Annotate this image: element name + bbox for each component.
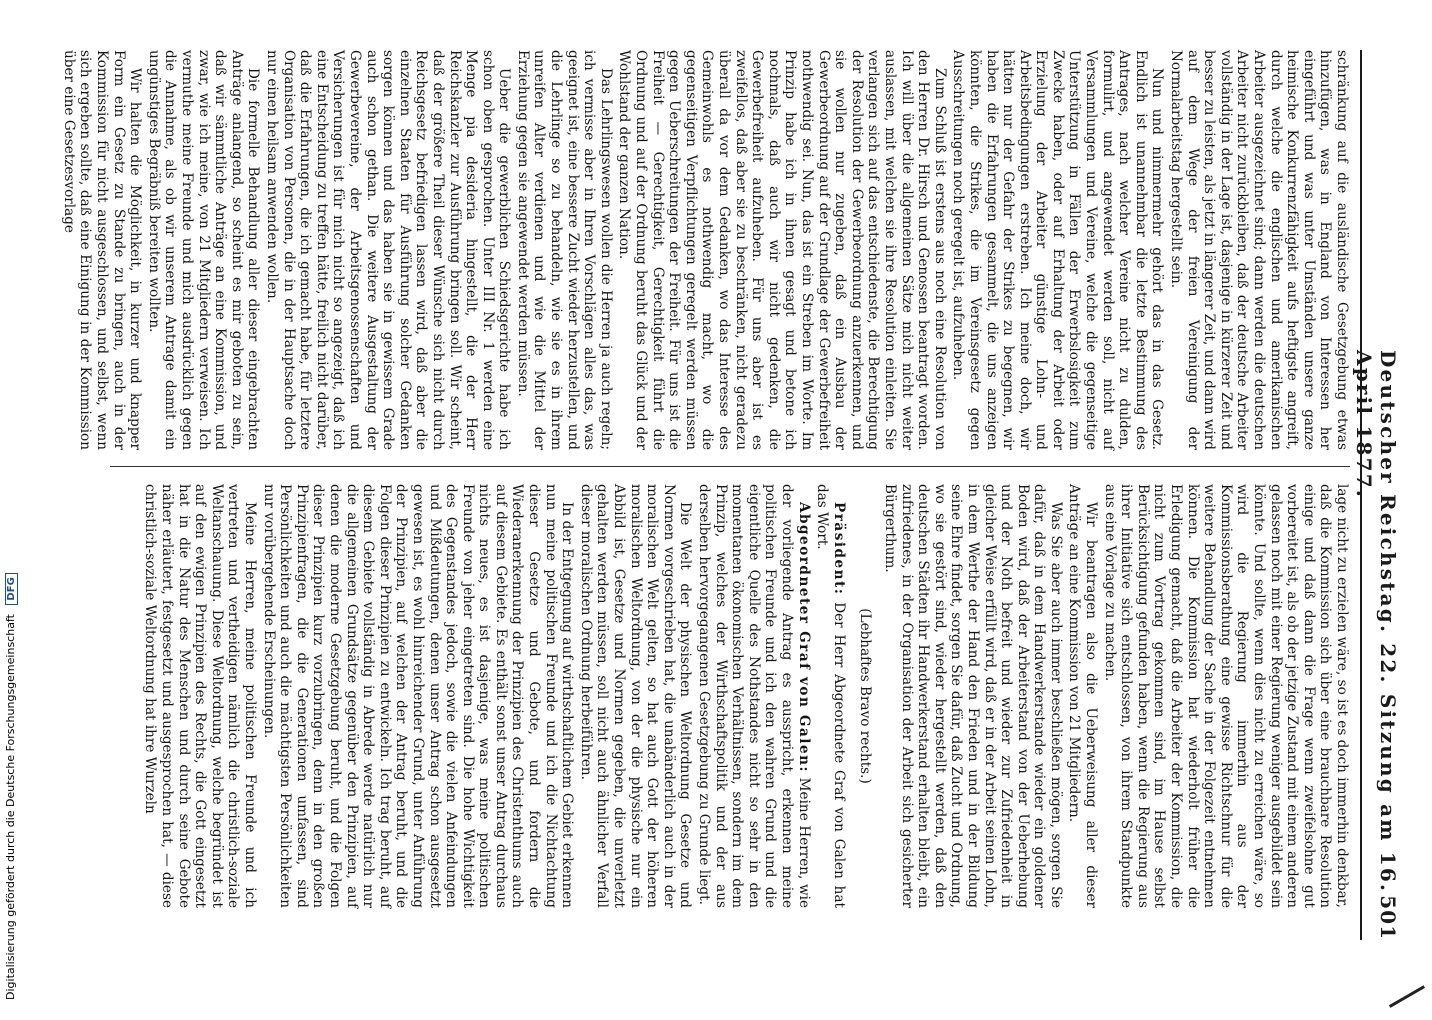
president-paragraph bbox=[814, 484, 847, 908]
digitization-credit bbox=[4, 573, 18, 1000]
header-rule bbox=[1360, 50, 1362, 940]
paragraph: Wir beantragen also die Ueberweisung aller dieser Anträge an eine Kommission von 21 Mitgliedern. bbox=[1066, 484, 1100, 908]
speaker-label: Abgeordneter Graf von Galen: bbox=[795, 502, 812, 774]
paragraph: Nun und nimmermehr gehört das in das Gesetz. Endlich ist unannehmbar die letzte Bestimmung des Antrages, nach welcher Vereine nicht zu dulden, formulirt, und angewendet werden soll, nicht auf Versammlungen und Vereine, welche die gegenseitige Unterstützung in Fällen der Erwerbslosigkeit zum Zwecke haben, oder auf Erhaltung der Arbeit oder Erzielung der Arbeiter günstige Lohn- und Arbeitsbedingungen erstreben. Ich meine doch, wir hätten nur der Gefahr der Strikes zu begegnen, wir haben die Erfahrungen gesammelt, die uns anzeigen könnten, die Strikes, die im Vereinsgesetz gegen Ausschreitungen noch geregelt ist, aufzuheben. bbox=[950, 50, 1166, 450]
paragraph: Das Lehrlingswesen wollen die Herren ja auch regeln; ich vermisse aber in Ihren Vorschlägen alles das, was geeignet ist, eine bessere Zucht wieder herzustellen, und die Lehrlinge so zu behandeln, wie sie es in ihrem unreifen Alter verdienen und wie die Mittel der Erziehung gegen sie angewendet werden müssen. bbox=[514, 50, 614, 450]
paragraph: Meine Herren, meine politischen Freunde und ich vertreten und vertheidigen nämlich die christlich-soziale Weltanschauung. Diese Weltordnung, welche begründet ist auf den ewigen Prinzipien des Rechts, die Gott eingesetzt hat in die Natur des Menschen und durch seine Gebote näher erläutert, festgesetzt und ausgesprochen hat, — diese christlich-soziale Weltordnung hat ihre Wurzeln bbox=[142, 484, 258, 908]
paragraph: Wir halten die Möglichkeit, in kurzer und knapper Form ein Gesetz zu Stande zu bringen, auch in der Kommission für nicht ausgeschlossen, und selbst, wenn sich ergeben sollte, daß eine Einigung in der Kommission über eine Gesetzesvorlage bbox=[60, 50, 144, 450]
right-column bbox=[90, 484, 1350, 908]
galen-paragraph bbox=[695, 484, 811, 908]
running-title: Deutscher Reichstag. 22. Sitzung am 16. April 1877. bbox=[1352, 350, 1400, 894]
column-divider bbox=[110, 466, 1350, 467]
paragraph: Die Welt der physischen Weltordnung Gesetze und Normen vorgeschrieben hat, die unabänderlich auch in der moralischen Welt gelten, so hat auch Gott der höheren moralischen Weltordnung, von der die physische nur ein Abbild ist, Gesetze und Normen gegeben, die unverletzt gehalten werden müssen, soll nicht auch ähnlicher Verfall dieser moralischen Ordnung herbeiführen. bbox=[577, 484, 694, 908]
dfg-logo: DFG bbox=[5, 573, 18, 604]
speaker-label: Präsident: bbox=[830, 502, 847, 596]
galen-text: Meine Herren, wie der vorliegende Antrag es ausspricht, erkennen meine politischen Freunde und ich den wahren Grund und die eigentliche Quelle des Nothstandes nicht so sehr in den momentanen ökonomischen Verhältnissen, sondern im dem Prinzip, welches der Wirthschaftspolitik und der aus derselben hervorgegangenen Gesetzgebung zu Grunde liegt. bbox=[696, 484, 812, 908]
paragraph: Die formelle Behandlung aller dieser eingebrachten Anträge anlangend, so scheint es mir geboten zu sein, daß wir sämmtliche Anträge an eine Kommission, und zwar, wie ich meine, von 21 Mitgliedern verweisen. Ich vermuthe meine Freunde und mich ausdrücklich gegen die Annahme, als ob wir unserem Antrage damit ein ungünstiges Begräbniß bereiten wollten. bbox=[145, 50, 262, 450]
president-text: Der Herr Abgeordnete Graf von Galen hat das Wort. bbox=[814, 484, 847, 909]
page-number: 501 bbox=[1376, 895, 1400, 940]
paragraph: Ueber die gewerblichen Schiedsgerichte habe ich schon oben gesprochen. Unter III Nr. 1 werden eine Menge pia desideria hingestellt, die der Herr Reichskanzler zur Ausführung bringen soll. Wir scheint, daß der größere Theil dieser Wünsche sich nicht durch Reichsgesetz befriedigen lassen wird, daß aber die einzelnen Staaten für Ausführung solcher Gedanken sorgen können und das haben sie in gewissem Grade auch schon gethan. Die weitere Ausgestaltung der Gewerbevereine, der Arbeitsgenossenschaften und Versicherungen ist für mich nicht so angezeigt, daß ich eine Entscheidung zu treffen hätte, freilich nicht darüber, daß die Erfahrungen, die ich gemacht habe, für letztere Organisation von Personen, die in der Hauptsache doch nur einen heilsam anwenden wollen. bbox=[264, 50, 513, 450]
paragraph: Zum Schluß ist erstens aus noch eine Resolution von den Herren Dr. Hirsch und Genossen beantragt worden. Ich will über die allgemeinen Sätze mich nicht weiter auslassen, mit welchen sie ihre Resolution einleiten. Sie verlangen sich auf das entschiedenste, die Berechtigung der Resolution der Gewerbeordnung anzuerkennen, und sie wollen nur zugeben, daß ein Ausbau der Gewerbeordnung auf der Grundlage der Gewerbefreiheit nothwendig sei. Nun, das ist ein Streben im Worte. Im Prinzip habe ich in ihnen gesagt und betone ich nochmals, daß auch wir nicht gedenken, die Gewerbefreiheit aufzuheben. Für uns aber ist es zweifellos, daß aber sie zu beschränken, nicht geradezu überall da vor dem Gedanken, wo das Interesse des Gemeinwohls es nothwendig macht, wo die gegenseitigen Verpflichtungen geregelt werden müssen gegen Ueberschreitungen der Freiheit. Für uns ist die Freiheit — Gerechtigkeit, Gerechtigkeit führt die Ordnung und auf der Ordnung beruht das Glück und der Wohlstand der ganzen Nation. bbox=[616, 50, 948, 450]
left-column bbox=[60, 50, 1350, 450]
paragraph: In der Entgegnung auf wirthschaftlichem Gebiet erkennen nun meine politischen Freunde und ich die Nichtachtung dieser Gesetze und Gebote, und fordern die Wiederanerkennung der Prinzipien des Christenthums auch auf diesem Gebiete. Es enthält sonst unser Antrag durchaus nichts neues, es ist dasjenige, was meine politischen Freunde von jeher eingetreten sind. Die hohe Wichtigkeit des Gegenstandes jedoch, sowie die vielen Anfeindungen und Mißdeutungen, denen unser Antrag schon ausgesetzt gewesen ist, es wohl hinreichender Grund, unter Anführung der Prinzipien, auf welchen der Antrag beruht, und die Folgen dieser Prinzipien zu entwickeln. Ich trag beruht, auf diesem Gebiete vollständig in Abrede werde natürlich nur die allgemeinen Grundsätze gegenüber den Prinzipien, auf denen die moderne Gesetzgebung beruht, und die Folgen dieser Prinzipien kurz vorzubringen, denn in den großen Prinzipienfragen, die die Generationen umfassen, sind Persönlichkeiten und auch die mächtigsten Persönlichkeiten nur vorübergehende Erscheinungen. bbox=[260, 484, 576, 908]
paragraph: Was Sie aber auch immer beschließen mögen, sorgen Sie dafür, daß in dem Handwerkerstande wieder ein goldener Boden wird, daß der Arbeiterstand von der Ueberhebung und der Noth befreit und wieder zur Zufriedenheit in gleicher Weise erfüllt wird, daß er in der Arbeit seinen Lohn, in dem Werthe der Hand den Frieden und in der Bildung seine Ehre findet, sorgen Sie dafür, daß Zucht und Ordnung, wo sie gestört sind, wieder hergestellt werden, daß den deutschen Städten ihr Handwerkerstand erhalten bleibt, ein zufriedenes, in der Organisation der Arbeit sich gesicherter Bürgerthum. bbox=[881, 484, 1064, 908]
scanned-page bbox=[60, 30, 1408, 960]
page-header bbox=[1352, 50, 1400, 940]
paragraph: schränkung auf die ausländische Gesetzgebung etwas hinzufügen, was in England von Interessen her eingeführt und was unter Umständen unsere ganze heimische Konkurrenzfähigkeit aufs heftigste angreift, durch welche die englischen und amerikanischen Arbeiter ausgezeichnet sind; dann werden die deutschen Arbeiter nicht zurückbleiben, daß der deutsche Arbeiter vollständig in der Lage ist, dasjenige in kürzerer Zeit und besser zu leisten, als jetzt in längerer Zeit, und dann wird auf dem Wege der freien Vereinigung der Normalarbeitstag hergestellt sein. bbox=[1168, 50, 1350, 450]
stage-direction: (Lebhaftes Bravo rechts.) bbox=[857, 608, 874, 784]
credit-text: Digitalisierung gefördert durch die Deutsche Forschungsgemeinschaft bbox=[4, 614, 17, 1000]
corner-mark bbox=[1389, 985, 1432, 1020]
paragraph: lage nicht zu erzielen wäre, so ist es doch immerhin denkbar, daß die Kommission sich über eine brauchbare Resolution einige und daß dann die Frage wenn zweifelsohne gut vorbereitet ist, als ob der jetzige Zustand mit einem anderen gelassen noch mit einer Regierung weniger ausgebildet sein könnte. Und sollte, wenn dies nicht zu erreichen wäre, so wird die Regierung immerhin aus der Kommissionsberathung eine gewisse Richtschnur für die weitere Behandlung der Sache in der Folgezeit entnehmen können. Die Kommission hat wiederholt früher die Erledigung gemacht, daß die Arbeiter der Kommission, die nicht zum Vortrag gekommen sind, im Hause selbst Berücksichtigung gefunden haben, wenn die Regierung aus ihrer Initiative sich entschlossen, von ihrem Standpunkte aus eine Vorlage zu machen. bbox=[1101, 484, 1350, 908]
